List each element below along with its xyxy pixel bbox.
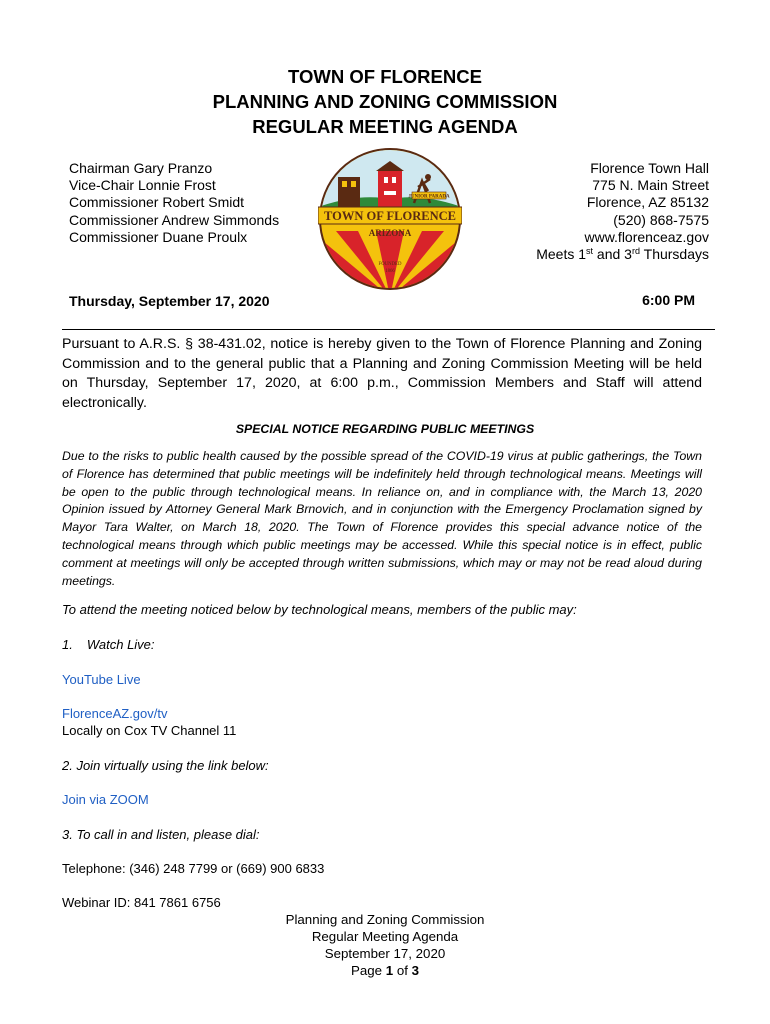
cox-channel-text: Locally on Cox TV Channel 11 [62,723,237,738]
footer-line2: Regular Meeting Agenda [311,929,459,944]
location-street: 775 N. Main Street [592,177,709,194]
commissioner-chair: Chairman Gary Pranzo [69,160,213,176]
seal-state-text: ARIZONA [368,228,412,238]
commissioner-smidt: Commissioner Robert Smidt [69,194,245,211]
commissioner-vice-chair: Vice-Chair Lonnie Frost [69,177,216,194]
header-divider [62,329,715,330]
meeting-time: 6:00 PM [642,292,695,308]
title-town: TOWN OF FLORENCE [288,66,482,87]
seal-top-label: JUNIOR PARADA [408,194,450,200]
commissioner-list [69,160,279,246]
page-footer [0,911,770,979]
meeting-date: Thursday, September 17, 2020 [69,293,270,309]
watch-live-heading: 1. Watch Live: [62,637,155,652]
join-virtual-heading: 2. Join virtually using the link below: [62,758,269,773]
meeting-schedule: Meets 1st and 3rd Thursdays [536,246,709,263]
zoom-link[interactable]: Join via ZOOM [62,792,149,807]
special-notice-body: Due to the risks to public health caused by the possible spread of the COVID-19 virus at public gatherings, the Town of Florence has determined that public meetings will be indefinitely held through technological means. Meetings will be open to the public through technological means. In reliance on, and in compliance with, the March 13, 2020 Opinion issued by Attorney General Mark Brnovich, and in conjunction with the Emergency Proclamation signed by Mayor Tara Walter, on March 18, 2020. The Town of Florence provides this special advance notice of the technological means through which public meetings may be accessed. While this special notice is in effect, public comment at meetings will only be accepted through written submissions, which may or may not be read aloud during meetings. [62,449,702,588]
title-agenda: REGULAR MEETING AGENDA [252,116,518,137]
seal-banner-text: TOWN OF FLORENCE [324,209,456,223]
commissioner-proulx: Commissioner Duane Proulx [69,228,248,245]
location-city: Florence, AZ 85132 [586,194,709,211]
telephone-numbers: Telephone: (346) 248 7799 or (669) 900 6833 [62,861,325,876]
title-commission: PLANNING AND ZONING COMMISSION [212,91,558,112]
call-in-heading: 3. To call in and listen, please dial: [62,827,260,842]
footer-line1: Planning and Zoning Commission [285,912,485,927]
location-block [536,160,709,263]
youtube-live-link[interactable]: YouTube Live [62,672,141,687]
town-seal-logo [318,147,462,291]
seal-year-text: 1866 [385,269,395,274]
footer-line3: September 17, 2020 [324,946,446,961]
notice-paragraph: Pursuant to A.R.S. § 38-431.02, notice is hereby given to the Town of Florence Planning and Zoning Commission and to the general public that a Planning and Zoning Commission Meeting will be held on Thursday, September 17, 2020, at 6:00 p.m., Commission Members and Staff will attend electronically. [62,336,702,411]
location-phone: (520) 868-7575 [613,211,709,228]
location-website: www.florenceaz.gov [584,228,709,245]
commissioner-simmonds: Commissioner Andrew Simmonds [69,211,280,228]
attend-intro: To attend the meeting noticed below by technological means, members of the public may: [62,602,577,617]
webinar-id: Webinar ID: 841 7861 6756 [62,895,221,910]
page-number: Page 1 of 3 [350,963,420,978]
location-name: Florence Town Hall [590,160,709,176]
special-notice-heading: SPECIAL NOTICE REGARDING PUBLIC MEETINGS [235,422,535,436]
seal-founded-text: FOUNDED [378,262,402,267]
florence-tv-link[interactable]: FlorenceAZ.gov/tv [62,706,168,721]
